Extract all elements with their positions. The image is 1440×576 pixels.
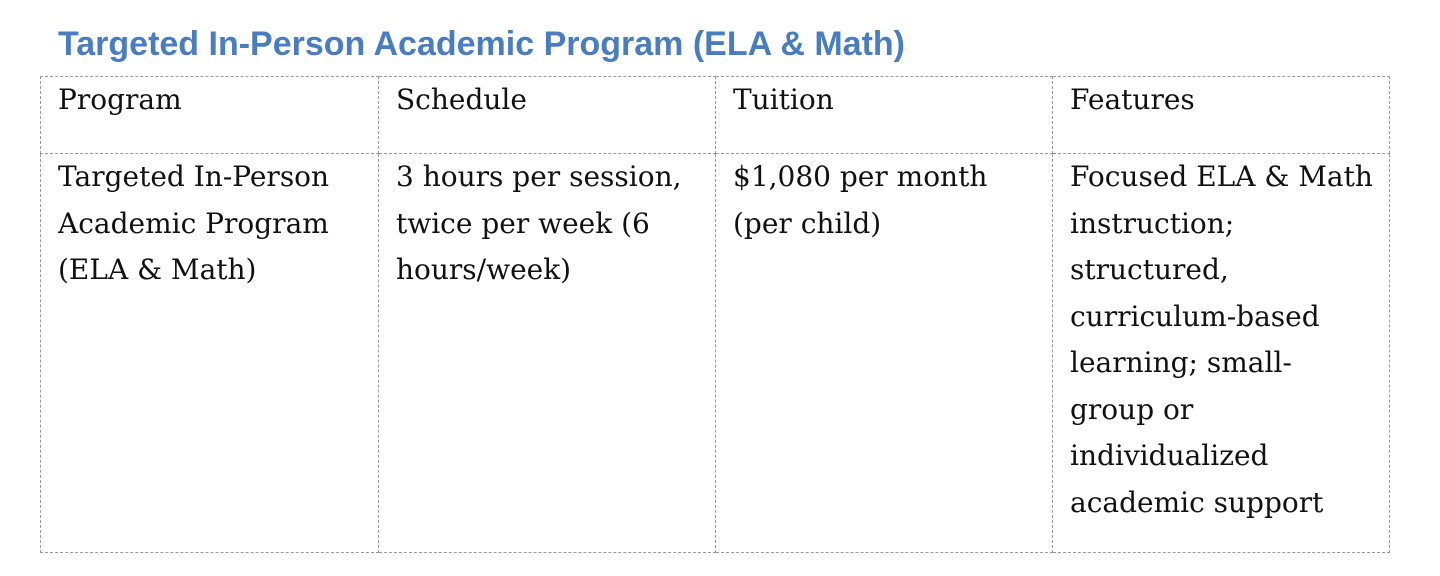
table xyxy=(40,76,1390,553)
cell-features: Focused ELA & Math instruction; structured, curriculum-based learning; small- group or individualized academic support xyxy=(1053,154,1390,553)
cell-program: Targeted In-Person Academic Program (ELA & Math) xyxy=(41,154,379,553)
table-header-row xyxy=(41,77,1390,154)
page-title: Targeted In-Person Academic Program (ELA & Math) xyxy=(58,25,905,63)
cell-tuition: $1,080 per month (per child) xyxy=(716,154,1053,553)
table-row xyxy=(41,154,1390,553)
header-schedule: Schedule xyxy=(379,77,716,154)
program-table xyxy=(40,76,1389,553)
header-features: Features xyxy=(1053,77,1390,154)
cell-schedule: 3 hours per session, twice per week (6 hours/week) xyxy=(379,154,716,553)
header-program: Program xyxy=(41,77,379,154)
header-tuition: Tuition xyxy=(716,77,1053,154)
